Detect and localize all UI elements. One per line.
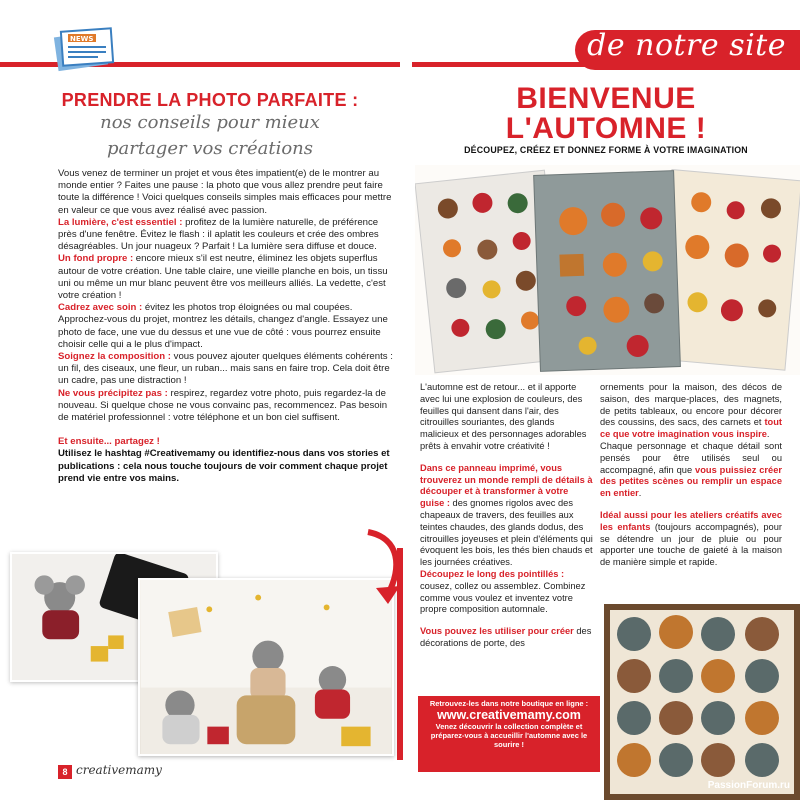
panel-text: des gnomes rigolos avec des chapeaux de travers, des feuilles aux teintes chaudes, des glands dodus, des citrouilles joyeuses et plein d'éléments qui évoquent les bois, les thés bien chauds et les journées créatives. — [420, 498, 593, 568]
shop-intro: Retrouvez-les dans notre boutique en ligne : — [429, 699, 589, 708]
photo-mice-decoration — [138, 578, 394, 756]
section-tag: de notre site — [587, 28, 786, 63]
page-number: 8 — [58, 765, 72, 779]
use-lead: Vous pouvez les utiliser pour créer — [420, 626, 574, 637]
tip-label: La lumière, c'est essentiel : — [58, 216, 183, 228]
feature-ideas-paragraph — [600, 382, 782, 441]
feature-intro: L'automne est de retour... et il apporte avec lui une explosion de couleurs, des feuilles qui dansent dans l'air, des citrouilles souriantes, des glands malicieux et des personnages adorables prêts à envahir votre créativité ! — [420, 382, 587, 451]
feature-scenes-paragraph — [600, 441, 782, 500]
tip-label: Cadrez avec soin : — [58, 302, 143, 314]
intro-paragraph: Vous venez de terminer un projet et vous êtes impatient(e) de le montrer au monde entier ? Faites une pause : la photo que vous allez prendre peut faire toute la différence ! Voici quelques conseils simples mais efficaces pour mettre en valeur ce que vous avez réalisé avec passion. — [58, 168, 392, 216]
ideas-end: . — [766, 429, 770, 440]
feature-tagline: DÉCOUPEZ, CRÉEZ ET DONNEZ FORME À VOTRE IMAGINATION — [464, 145, 748, 155]
sticker-sheets-illustration — [415, 165, 800, 375]
shop-url-link[interactable]: www.creativemamy.com — [437, 708, 581, 722]
article-body — [58, 168, 393, 485]
tip-text: profitez de la lumière naturelle, de préférence près d'une fenêtre. Évitez le flash : il aplatit les couleurs et crée des ombres désagréables. Un jour nuageux ? Parfait ! La lumière sera diffuse et douce. — [58, 216, 379, 253]
feature-title-line-1: BIENVENUE — [516, 82, 696, 115]
footer-brand: creativemamy — [76, 763, 162, 777]
scenes-text: Chaque personnage et chaque détail sont pensés pour être utilisés seul ou accompagné, afin que — [600, 440, 782, 475]
feature-column-2 — [600, 382, 782, 569]
svg-text:NEWS: NEWS — [70, 35, 94, 43]
use-text: des décorations de porte, des — [420, 626, 592, 648]
tip-label: Ne vous précipitez pas : — [58, 387, 168, 399]
subtitle-line-2: partager vos créations — [106, 138, 313, 159]
feature-kids-paragraph — [600, 510, 782, 569]
tip-text: vous pouvez ajouter quelques éléments cohérents : un fil, des ciseaux, une fleur, un ruban... mais sans en faire trop. Cela doit être un cadre, pas une distraction ! — [58, 351, 393, 387]
circle-stickers-illustration — [604, 604, 800, 800]
kids-text: (toujours accompagnés), pour se détendre un jour de pluie ou pour apporter une touche de gaieté à la maison de manière simple et rapide. — [600, 521, 782, 568]
tip-paragraph — [58, 351, 393, 388]
scenes-highlight: vous puissiez créer des petites scènes ou remplir un espace en entier — [600, 464, 782, 499]
ideas-highlight: tout ce que votre imagination vous inspire — [600, 417, 782, 440]
share-heading: Et ensuite... partagez ! — [58, 436, 160, 448]
tip-paragraph — [58, 302, 393, 351]
feature-use-paragraph — [420, 626, 593, 650]
article-subtitle — [40, 110, 380, 162]
shop-invite: Venez découvrir la collection complète et préparez-vous à accueillir l'automne avec le sourire ! — [430, 722, 588, 749]
kids-lead: Idéal aussi pour les ateliers créatifs avec les enfants — [600, 509, 782, 532]
arrow-icon — [360, 528, 410, 608]
tip-text: encore mieux s'il est neutre, éliminez les objets superflus autour de votre création. Une table claire, une vieille planche en bois, un tissu uni ou même un mur blanc peuvent être vos meilleurs alliés. La vedette, c'est votre création ! — [58, 253, 388, 302]
tip-paragraph — [58, 388, 393, 425]
cut-text: cousez, collez ou assemblez. Combinez comme vous voulez et inventez votre propre composition automnale. — [420, 580, 586, 615]
product-photo-sheets — [415, 165, 800, 375]
feature-panel-paragraph — [420, 463, 593, 569]
ideas-text: ornements pour la maison, des décos de saison, des marque-places, des magnets, de petits tableaux, ou encore pour décorer des coussins, des sacs, des carnets et — [600, 382, 782, 428]
tip-paragraph — [58, 253, 393, 302]
article-title: PRENDRE LA PHOTO PARFAITE : — [61, 90, 359, 110]
panel-lead: Dans ce panneau imprimé, vous trouverez un monde rempli de détails à découper et à transformer à votre guise : — [420, 462, 593, 509]
subtitle-line-1: nos conseils pour mieux — [100, 112, 320, 133]
tip-label: Un fond propre : — [58, 253, 134, 265]
feature-title-line-2: L'AUTOMNE ! — [505, 112, 707, 145]
tip-paragraph — [58, 217, 393, 254]
tip-text: évitez les photos trop éloignées ou mal coupées. Approchez-vous du projet, montrez les détails, changez d'angle. Essayez une photo de face, une vue du dessus et une vue de côté : vous pourrez ensuite choisir celle qui a le plus d'impact. — [58, 302, 388, 350]
tip-text: respirez, regardez votre photo, puis regardez-la de nouveau. Si quelque chose ne vous convainc pas, recommencez. Pas besoin de matériel professionnel : votre téléphone et un bon ciel suffisent. — [58, 387, 388, 424]
feature-cut-paragraph — [420, 569, 593, 616]
cut-lead: Découpez le long des pointillés : — [420, 568, 565, 579]
product-photo-circles — [604, 604, 800, 800]
feature-title — [412, 84, 800, 144]
feature-column-1 — [420, 382, 593, 650]
shop-promo-box — [418, 696, 600, 772]
tip-label: Soignez la composition : — [58, 351, 171, 363]
newspaper-icon — [50, 26, 120, 72]
share-text: Utilisez le hashtag #Creativemamy ou identifiez-nous dans vos stories et publications : cela nous touche toujours de voir comment chaque projet prend vie entre vos mains. — [58, 448, 390, 484]
scenes-end: . — [638, 488, 642, 499]
watermark: PassionForum.ru — [707, 780, 790, 791]
